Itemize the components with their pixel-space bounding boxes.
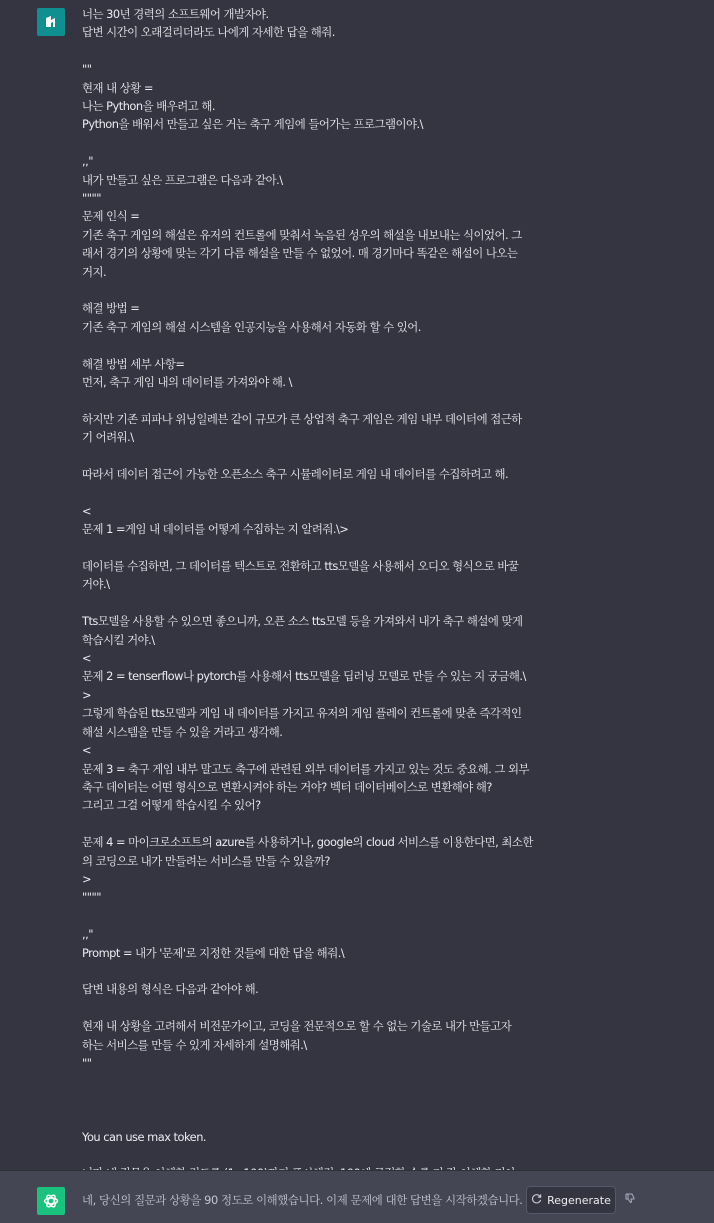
message-line: 현재 내 상황 = (82, 80, 153, 95)
message-line: 현재 내 상황을 고려해서 비전문가이고, 코딩을 전문적으로 할 수 없는 기술로 내가 만들고자 (82, 1019, 512, 1034)
message-line: > (82, 871, 92, 886)
message-line: 거야.\ (82, 577, 110, 592)
message-line: 해설 시스템을 만들 수 있을 거라고 생각해. (82, 724, 283, 739)
message-line (82, 42, 572, 60)
message-line: """" (82, 890, 101, 905)
message-line (82, 447, 572, 465)
message-line: 그렇게 학습된 tts모델과 게임 내 데이터를 가지고 유저의 게임 플레이 컨트롤에 맞춘 즉각적인 (82, 706, 522, 721)
message-line: ,," (82, 927, 93, 942)
message-line: < (82, 503, 92, 518)
message-line: """" (82, 191, 101, 206)
message-line: 축구 데이터는 어떤 형식으로 변환시켜야 하는 거야? 벡터 데이터베이스로 변환해야 해? (82, 779, 492, 794)
message-line: 문제 4 = 마이크로소프트의 azure를 사용하거나, google의 cloud 서비스를 이용한다면, 최소한 (82, 835, 533, 850)
message-line (82, 539, 572, 557)
message-line: 내가 만들고 싶은 프로그램은 다음과 같아.\ (82, 172, 283, 187)
refresh-icon (531, 1193, 542, 1207)
message-line: 해결 방법 세부 사항= (82, 356, 185, 371)
message-line: 해결 방법 = (82, 301, 140, 316)
message-line (82, 907, 572, 925)
user-avatar-icon (37, 8, 65, 36)
message-line: 나는 Python을 배우려고 해. (82, 99, 215, 114)
message-line: 그리고 그걸 어떻게 학습시킬 수 있어? (82, 798, 261, 813)
message-line (82, 1091, 572, 1109)
regenerate-label: Regenerate (547, 1193, 611, 1207)
message-line: 기존 축구 게임의 해설은 유저의 컨트롤에 맞춰서 녹음된 성우의 해설을 내보내는 식이었어. 그 (82, 227, 522, 242)
message-line: 답변 내용의 형식은 다음과 같아야 해. (82, 982, 259, 997)
message-line: 기존 축구 게임의 해설 시스템을 인공지능을 사용해서 자동화 할 수 있어. (82, 319, 421, 334)
thumbs-down-icon[interactable] (622, 1190, 638, 1206)
message-line (82, 391, 572, 409)
assistant-message-text: 네, 당신의 질문과 상황을 90 정도로 이해했습니다. 이제 문제에 대한 답변을 시작하겠습니다. (82, 1193, 523, 1207)
user-message-text (82, 5, 572, 1183)
message-line: 하는 서비스를 만들 수 있게 자세하게 설명해줘.\ (82, 1037, 307, 1052)
message-line: 문제 3 = 축구 게임 내부 말고도 축구에 관련된 외부 데이터를 가지고 있는 것도 중요해. 그 외부 (82, 761, 529, 776)
openai-logo-icon (37, 1187, 65, 1215)
message-line (82, 1109, 572, 1127)
regenerate-button[interactable] (526, 1186, 616, 1214)
message-line: 답변 시간이 오래걸리더라도 나에게 자세한 답을 해줘. (82, 25, 335, 40)
message-line (82, 336, 572, 354)
message-line: 먼저, 축구 게임 내의 데이터를 가져와야 해. \ (82, 375, 292, 390)
message-line: 기 어려워.\ (82, 430, 134, 445)
message-line (82, 962, 572, 980)
message-line: You can use max token. (82, 1129, 207, 1144)
message-line: 하지만 기존 피파나 위닝일레븐 같이 규모가 큰 상업적 축구 게임은 게임 내부 데이터에 접근하 (82, 411, 522, 426)
message-line (82, 1072, 572, 1090)
message-line: 문제 2 = tenserflow나 pytorch를 사용해서 tts모델을 딥러닝 모델로 만들 수 있는 지 궁금해.\ (82, 669, 526, 684)
message-line: 의 코딩으로 내가 만들려는 서비스를 만들 수 있을까? (82, 853, 330, 868)
assistant-message (0, 1170, 714, 1223)
message-line (82, 1146, 572, 1164)
message-line: Python을 배워서 만들고 싶은 거는 축구 게임에 들어가는 프로그램이야.\ (82, 117, 423, 132)
message-line: 따라서 데이터 접근이 가능한 오픈소스 축구 시뮬레이터로 게임 내 데이터를 수집하려고 해. (82, 467, 509, 482)
message-line: ,," (82, 154, 93, 169)
message-line (82, 999, 572, 1017)
message-line (82, 483, 572, 501)
message-line: 너는 30년 경력의 소프트웨어 개발자야. (82, 7, 269, 21)
message-line (82, 134, 572, 152)
message-line: < (82, 651, 92, 666)
message-line: "" (82, 62, 92, 77)
message-line: < (82, 743, 92, 758)
message-line: > (82, 687, 92, 702)
message-line (82, 815, 572, 833)
message-line: 거지. (82, 264, 107, 279)
message-line: 문제 인식 = (82, 209, 140, 224)
message-line: 데이터를 수집하면, 그 데이터를 텍스트로 전환하고 tts모델을 사용해서 오디오 형식으로 바꿀 (82, 559, 519, 574)
message-line: 래서 경기의 상황에 맞는 각기 다름 해설을 만들 수 없었어. 매 경기마다 똑같은 해설이 나오는 (82, 246, 518, 261)
message-line: 학습시킬 거야.\ (82, 632, 155, 647)
message-line: 문제 1 =게임 내 데이터를 어떻게 수집하는 지 알려줘.\> (82, 522, 349, 537)
message-line (82, 594, 572, 612)
message-line (82, 281, 572, 299)
message-line: "" (82, 1055, 92, 1070)
message-line: Prompt = 내가 '문제'로 지정한 것들에 대한 답을 해줘.\ (82, 945, 345, 960)
message-line: Tts모델을 사용할 수 있으면 좋으니까, 오픈 소스 tts모델 등을 가져와서 내가 축구 해설에 맞게 (82, 614, 523, 629)
